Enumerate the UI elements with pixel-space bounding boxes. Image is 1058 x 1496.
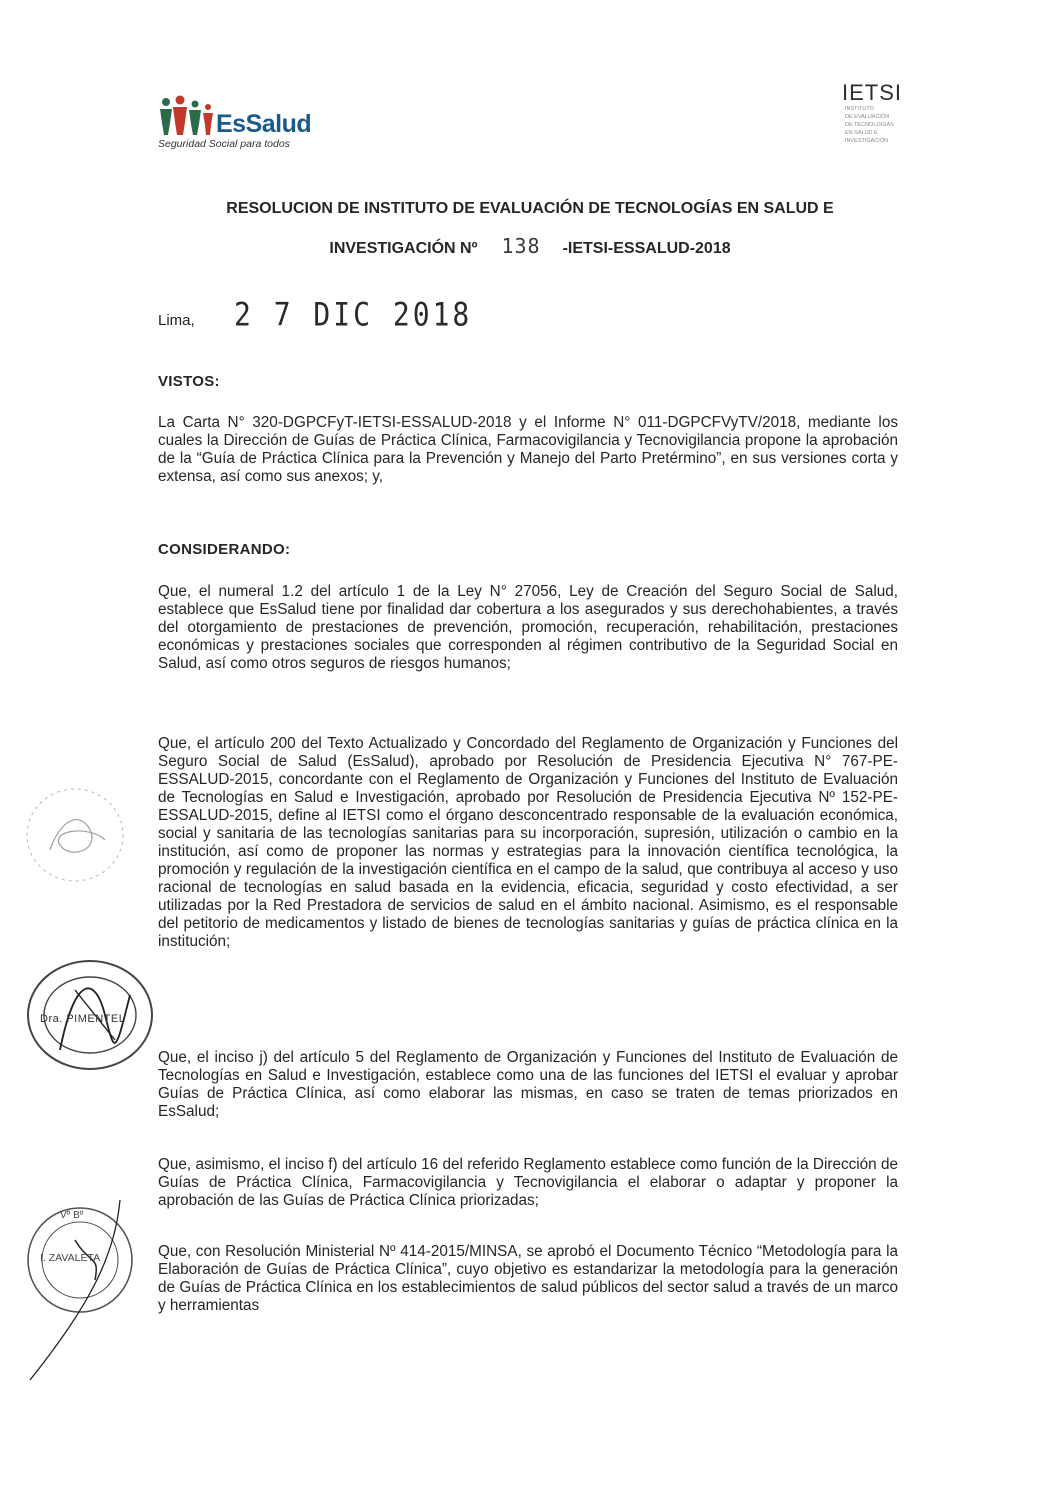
place-label: Lima, <box>158 312 195 329</box>
ietsi-logo-line: INSTITUTO <box>845 106 874 112</box>
ietsi-logo-line: EN SALUD E <box>845 130 878 136</box>
considerando-paragraph: Que, el numeral 1.2 del artículo 1 de la Ley N° 27056, Ley de Creación del Seguro Social de Salud, establece que EsSalud tiene por finalidad dar cobertura a los asegurados y sus derechohabientes, a través del otorgamiento de prestaciones de prevención, promoción, recuperación, rehabilitación, prestaciones económicas y prestaciones sociales que corresponden al régimen contributivo de la Seguridad Social en Salud, así como otros seguros de riesgos humanos; <box>158 583 898 672</box>
considerando-paragraph: Que, con Resolución Ministerial Nº 414-2015/MINSA, se aprobó el Documento Técnico “Metodología para la Elaboración de Guías de Práctica Clínica”, cuyo objetivo es estandarizar la metodología para la generación de Guías de Práctica Clínica en los establecimientos de salud públicos del sector salud a través de un marco y herramientas <box>158 1243 898 1314</box>
essalud-logo-tagline: Seguridad Social para todos <box>158 138 290 150</box>
ietsi-logo-line: DE EVALUACIÓN <box>845 114 890 120</box>
faint-signature-mark-icon <box>20 780 130 890</box>
resolution-title-line-2 <box>60 234 1000 258</box>
resolution-number-handwritten: 138 <box>501 234 541 258</box>
approval-seal-icon <box>20 1195 150 1385</box>
vistos-heading: VISTOS: <box>158 373 220 390</box>
resolution-title-prefix: INVESTIGACIÓN Nº <box>329 240 478 257</box>
essalud-logo-name: EsSalud <box>216 110 312 138</box>
vistos-paragraph: La Carta N° 320-DGPCFyT-IETSI-ESSALUD-2018 y el Informe N° 011-DGPCFVyTV/2018, mediante los cuales la Dirección de Guías de Práctica Clínica, Farmacovigilancia y Tecnovigilancia propone la aprobación de la “Guía de Práctica Clínica para la Prevención y Manejo del Parto Pretérmino”, en sus versiones corta y extensa, así como sus anexos; y, <box>158 414 898 485</box>
resolution-title-line-1: RESOLUCION DE INSTITUTO DE EVALUACIÓN DE TECNOLOGÍAS EN SALUD E <box>226 200 834 217</box>
seal-approver-name: I. ZAVALETA <box>40 1252 101 1264</box>
seal-signer-name: Dra. PIMENTEL <box>40 1013 126 1025</box>
essalud-logo-figures-icon <box>158 95 218 137</box>
considerando-heading: CONSIDERANDO: <box>158 541 291 558</box>
considerando-paragraph: Que, el inciso j) del artículo 5 del Reglamento de Organización y Funciones del Instituto de Evaluación de Tecnologías en Salud e Investigación, establece como una de las funciones del IETSI el evaluar y aprobar Guías de Práctica Clínica, así como elaborar las mismas, en caso se traten de temas priorizados en EsSalud; <box>158 1049 898 1120</box>
ietsi-logo-line: DE TECNOLOGÍAS <box>845 122 894 128</box>
considerando-paragraph: Que, asimismo, el inciso f) del artículo 16 del referido Reglamento establece como función de la Dirección de Guías de Práctica Clínica, Farmacovigilancia y Tecnovigilancia el elaborar o adaptar y proponer la aprobación de las Guías de Práctica Clínica priorizadas; <box>158 1156 898 1209</box>
date-stamp: 2 7 DIC 2018 <box>234 295 473 334</box>
resolution-title-suffix: -IETSI-ESSALUD-2018 <box>562 240 731 257</box>
considerando-paragraph: Que, el artículo 200 del Texto Actualizado y Concordado del Reglamento de Organización y Funciones del Seguro Social de Salud (EsSalud), aprobado por Resolución de Presidencia Ejecutiva N° 767-PE-ESSALUD-2015, concordante con el Reglamento de Organización y Funciones del Instituto de Evaluación de Tecnologías en Salud e Investigación, aprobado por Resolución de Presidencia Ejecutiva Nº 152-PE-ESSALUD-2015, define al IETSI como el órgano desconcentrado responsable de la evaluación económica, social y sanitaria de las tecnologías sanitarias para su incorporación, supresión, utilización o cambio en la institución, así como de proponer las normas y estrategias para la innovación científica tecnológica, la promoción y regulación de la investigación científica en el campo de la salud, que contribuya al acceso y uso racional de tecnologías en salud basada en la evidencia, eficacia, seguridad y costo efectividad, a ser utilizadas por la Red Prestadora de servicios de salud en el ámbito nacional. Asimismo, es el responsable del petitorio de medicamentos y listado de bienes de tecnologías sanitarias y guías de práctica clínica en la institución; <box>158 735 898 950</box>
ietsi-logo-name: IETSI <box>842 80 903 105</box>
seal-approval-mark: Vº Bº <box>60 1210 84 1221</box>
ietsi-logo-line: INVESTIGACIÓN <box>845 138 889 144</box>
